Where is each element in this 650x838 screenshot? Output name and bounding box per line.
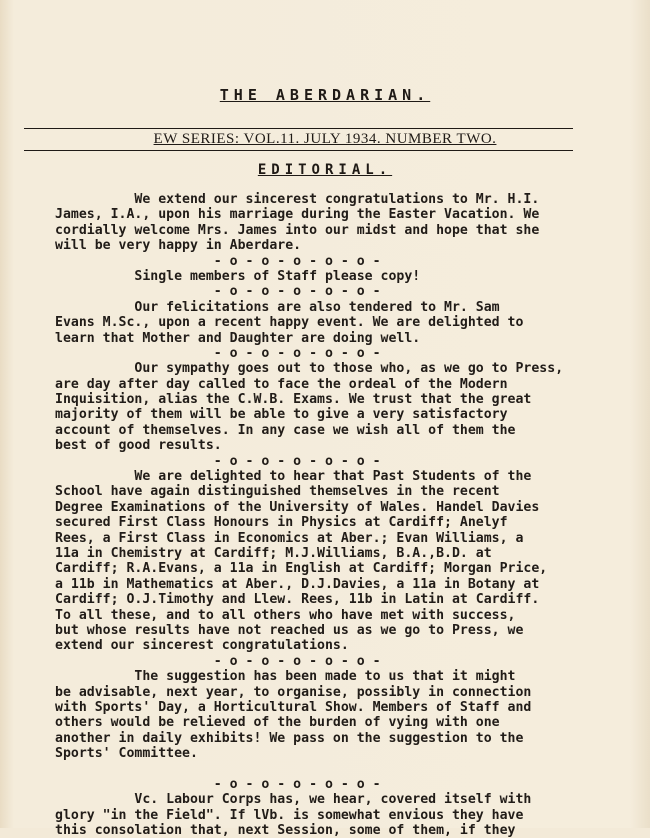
text-line: The suggestion has been made to us that it might	[55, 669, 516, 685]
text-line: glory "in the Field". If lVb. is somewhat envious they have	[55, 807, 524, 823]
text-line: 11a in Chemistry at Cardiff; M.J.Williams, B.A.,B.D. at	[55, 545, 492, 561]
text-line: Evans M.Sc., upon a recent happy event. We are delighted to	[55, 315, 524, 331]
separator-line: - o - o - o - o - o -	[55, 776, 381, 792]
text-line: Our felicitations are also tendered to Mr. Sam	[55, 299, 500, 315]
text-line: best of good results.	[55, 438, 222, 454]
text-line: extend our sincerest congratulations.	[55, 638, 349, 654]
text-line: secured First Class Honours in Physics at Cardiff; Anelyf	[55, 515, 508, 531]
text-line: James, I.A., upon his marriage during the Easter Vacation. We	[55, 207, 540, 223]
text-line: with Sports' Day, a Horticultural Show. Members of Staff and	[55, 699, 532, 715]
text-line: Inquisition, alias the C.W.B. Exams. We trust that the great	[55, 392, 532, 408]
text-line: are day after day called to face the ordeal of the Modern	[55, 376, 508, 392]
text-line: We extend our sincerest congratulations to Mr. H.I.	[55, 192, 540, 207]
masthead-title: THE ABERDARIAN.	[219, 86, 431, 104]
text-line: learn that Mother and Daughter are doing well.	[55, 330, 421, 346]
bottom-rule	[24, 150, 573, 151]
top-rule	[24, 128, 573, 129]
separator-line: - o - o - o - o - o -	[55, 653, 381, 669]
series-text: EW SERIES: VOL.11. JULY 1934. NUMBER TWO.	[153, 131, 497, 147]
text-line: Sports' Committee.	[55, 746, 198, 762]
text-line: others would be relieved of the burden of vying with one	[55, 715, 500, 731]
text-line: Degree Examinations of the University of Wales. Handel Davies	[55, 499, 540, 515]
editorial-heading: EDITORIAL.	[257, 162, 393, 178]
separator-line: - o - o - o - o - o -	[55, 453, 381, 469]
text-line: be advisable, next year, to organise, possibly in connection	[55, 684, 532, 700]
text-line: Vc. Labour Corps has, we hear, covered itself with	[55, 792, 532, 808]
text-line: Cardiff; R.A.Evans, a 11a in English at Cardiff; Morgan Price,	[55, 561, 548, 577]
text-line: School have again distinguished themselves in the recent	[55, 484, 500, 500]
text-line: this consolation that, next Session, some of them, if they	[55, 823, 516, 838]
text-line: but whose results have not reached us as we go to Press, we	[55, 622, 524, 638]
text-line: account of themselves. In any case we wish all of them the	[55, 422, 516, 438]
text-line: Single members of Staff please copy!	[55, 268, 421, 284]
series-line	[0, 131, 650, 148]
text-line: Cardiff; O.J.Timothy and Llew. Rees, 11b in Latin at Cardiff.	[55, 592, 540, 608]
separator-line: - o - o - o - o - o -	[55, 253, 381, 269]
separator-line: - o - o - o - o - o -	[55, 345, 381, 361]
text-line: majority of them will be able to give a very satisfactory	[55, 407, 508, 423]
text-line	[55, 761, 635, 776]
text-line: another in daily exhibits! We pass on the suggestion to the	[55, 730, 524, 746]
text-line: To all these, and to all others who have met with success,	[55, 607, 516, 623]
text-line: Rees, a First Class in Economics at Aber.; Evan Williams, a	[55, 530, 524, 546]
text-line: cordially welcome Mrs. James into our midst and hope that she	[55, 222, 540, 238]
editorial-body	[55, 192, 635, 838]
text-line: a 11b in Mathematics at Aber., D.J.Davies, a 11a in Botany at	[55, 576, 540, 592]
text-line: Our sympathy goes out to those who, as we go to Press,	[55, 361, 564, 377]
text-line: We are delighted to hear that Past Students of the	[55, 469, 532, 485]
text-line: will be very happy in Aberdare.	[55, 238, 302, 254]
separator-line: - o - o - o - o - o -	[55, 284, 381, 300]
